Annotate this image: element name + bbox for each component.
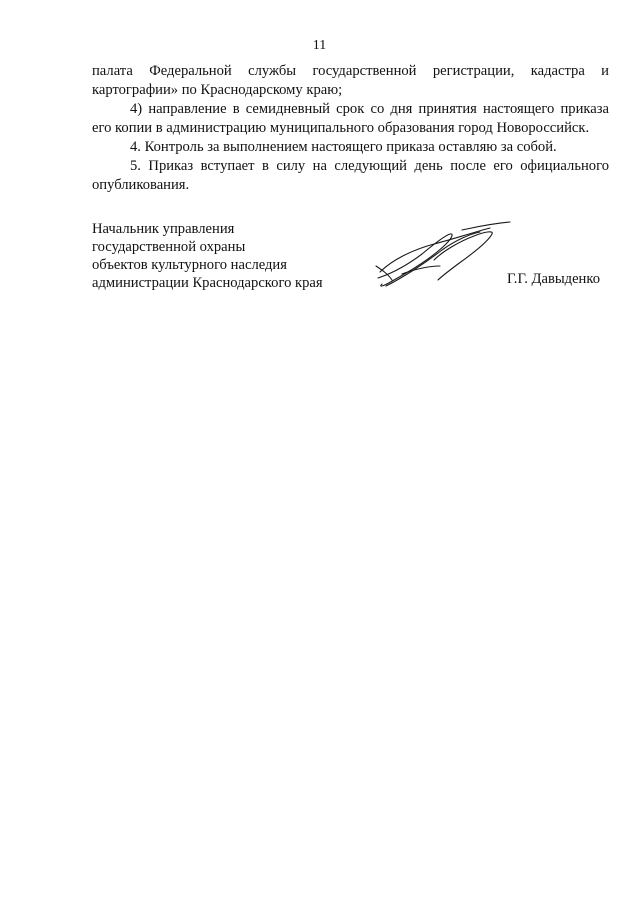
signer-title-line: объектов культурного наследия <box>92 257 287 273</box>
signer-name: Г.Г. Давыденко <box>507 271 601 287</box>
paragraph-line: 4) направление в семидневный срок со дня принятия настоящего приказа <box>130 101 609 117</box>
document-body <box>92 62 609 195</box>
paragraph-line: картографии» по Краснодарскому краю; <box>92 82 343 98</box>
paragraph-line: 5. Приказ вступает в силу на следующий день после его официального <box>130 158 609 174</box>
signer-title-line: Начальник управления <box>92 221 235 237</box>
handwritten-signature <box>372 220 512 294</box>
paragraph-line: 4. Контроль за выполнением настоящего приказа оставляю за собой. <box>130 139 557 155</box>
paragraph-registration-chamber <box>92 62 609 100</box>
paragraph-line: палата Федеральной службы государственной регистрации, кадастра и <box>92 63 609 79</box>
page-number: 11 <box>312 38 327 53</box>
signer-title <box>92 220 323 292</box>
paragraph-effective-date <box>92 157 609 195</box>
paragraph-line: опубликования. <box>92 177 190 193</box>
paragraph-item-4 <box>92 100 609 138</box>
paragraph-line: его копии в администрацию муниципального образования город Новороссийск. <box>92 120 590 136</box>
signer-title-line: администрации Краснодарского края <box>92 275 323 291</box>
paragraph-control-clause <box>92 138 609 157</box>
signer-title-line: государственной охраны <box>92 239 246 255</box>
